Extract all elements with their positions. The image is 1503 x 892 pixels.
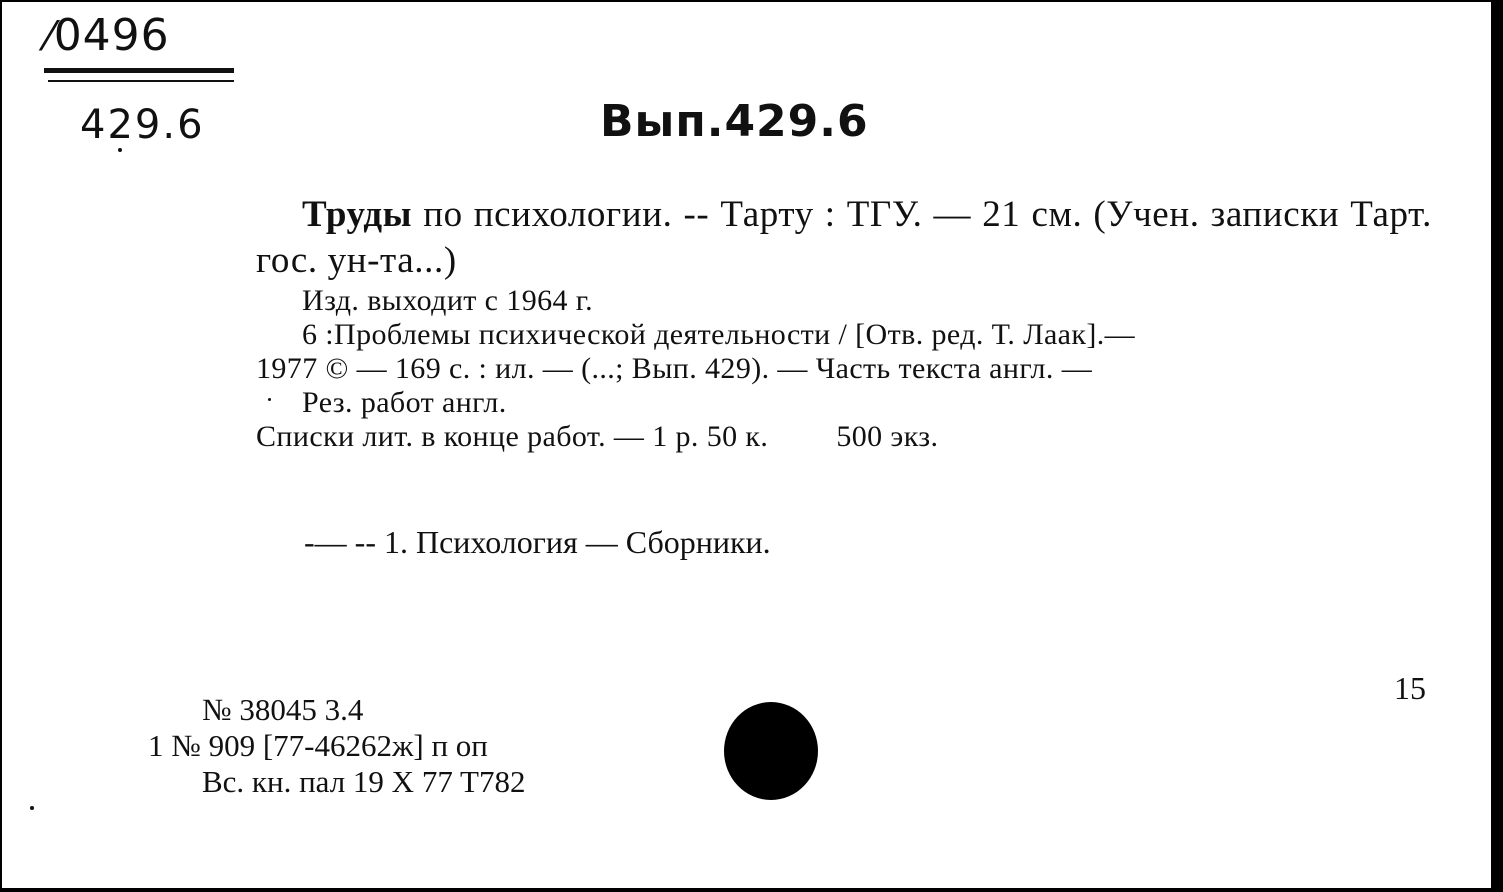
- title-main: Труды: [302, 194, 413, 235]
- tech-line-2: 1 № 909 [77-46262ж] п оп: [148, 728, 488, 763]
- ink-speck: [118, 148, 122, 152]
- bibliographic-record: [256, 192, 1432, 454]
- pencil-mark-icon: ⁄: [46, 14, 54, 60]
- print-run: 500 экз.: [836, 420, 939, 453]
- subject-tracing: -— -- 1. Психология — Сборники.: [304, 524, 771, 560]
- tech-line-1: № 38045 3.4: [202, 692, 364, 727]
- accession-number: [46, 10, 170, 61]
- punch-hole: [724, 702, 818, 800]
- issue-heading: Вып.429.6: [600, 96, 869, 147]
- accession-underline: [44, 68, 234, 73]
- ink-speck: [30, 806, 34, 810]
- shelf-mark: 429.6: [80, 102, 205, 148]
- page-number: 15: [1394, 670, 1426, 706]
- accession-number-text: 0496: [53, 10, 170, 61]
- tech-line-3: Вс. кн. пал 19 X 77 T782: [202, 764, 526, 799]
- bibliography-note: Списки лит. в конце работ. — 1 р. 50 к.: [256, 420, 769, 453]
- volume-line-2: 1977 © — 169 с. : ил. — (...; Вып. 429). — Часть текста англ. —: [256, 352, 1093, 385]
- volume-line-3: Рез. работ англ.: [302, 386, 507, 419]
- publication-note: Изд. выходит с 1964 г.: [302, 284, 594, 317]
- volume-line-1: 6 :Проблемы психической деятельности / [Отв. ред. Т. Лаак].—: [302, 318, 1136, 351]
- title-rest: по психологии. -- Тарту : ТГУ. — 21 см. (Учен. записки Тарт. гос. ун-та...): [256, 194, 1432, 281]
- catalog-card: [2, 2, 1497, 888]
- bibliography-line: [256, 420, 1432, 454]
- accession-underline-thin: [48, 80, 234, 82]
- ink-speck: [268, 398, 271, 401]
- title-statement: [256, 192, 1432, 284]
- technical-info: [148, 692, 525, 800]
